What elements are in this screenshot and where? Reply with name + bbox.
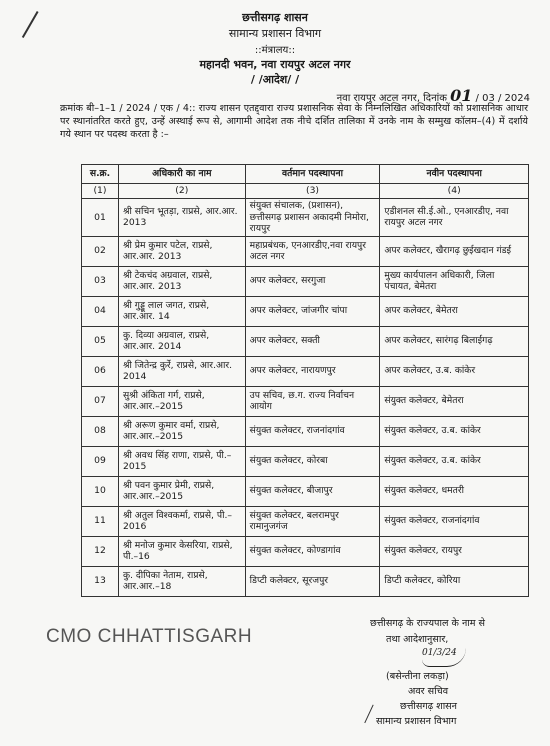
- cell-new-posting: अपर कलेक्टर, सारंगढ़ बिलाईगढ़: [380, 326, 529, 356]
- cell-sno: 12: [82, 536, 119, 566]
- watermark: CMO CHHATTISGARH: [46, 626, 253, 647]
- order-title: / /आदेश/ /: [250, 73, 300, 86]
- signatory-department: सामान्य प्रशासन विभाग: [376, 716, 457, 727]
- signatory-government: छत्तीसगढ़ शासन: [400, 701, 457, 712]
- cell-current-posting: संयुक्त कलेक्टर, बलरामपुर रामानुजगंज: [245, 506, 380, 536]
- cell-sno: 09: [82, 446, 119, 476]
- cell-sno: 11: [82, 506, 119, 536]
- cell-new-posting: अपर कलेक्टर, बेमेतरा: [380, 296, 529, 326]
- table-row: [82, 566, 529, 596]
- cell-new-posting: डिप्टी कलेक्टर, कोरिया: [380, 566, 529, 596]
- cell-officer-name: श्री मनोज कुमार केसरिया, राप्रसे, पी.–16: [118, 536, 245, 566]
- cell-officer-name: श्री सचिन भूतड़ा, राप्रसे, आर.आर. 2013: [118, 199, 245, 237]
- ministry-heading: ::मंत्रालय::: [254, 45, 296, 56]
- header-current-posting: वर्तमान पदस्थापना: [245, 165, 380, 184]
- cell-officer-name: श्री अवध सिंह राणा, राप्रसे, पी.–2015: [118, 446, 245, 476]
- cell-current-posting: संयुक्त कलेक्टर, कोण्डागांव: [245, 536, 380, 566]
- cell-new-posting: संयुक्त कलेक्टर, धमतरी: [380, 476, 529, 506]
- cell-sno: 08: [82, 416, 119, 446]
- table-row: [82, 446, 529, 476]
- signatory-name: (बसेन्तीना लकड़ा): [386, 671, 449, 682]
- header-new-posting: नवीन पदस्थापना: [380, 165, 529, 184]
- cell-current-posting: संयुक्त कलेक्टर, बीजापुर: [245, 476, 380, 506]
- cell-new-posting: मुख्य कार्यपालन अधिकारी, जिला पंचायत, बेमेतरा: [380, 266, 529, 296]
- dateline-month-year: / 03 / 2024: [475, 93, 530, 104]
- transfer-table: [81, 164, 529, 597]
- table-row: [82, 386, 529, 416]
- cell-new-posting: संयुक्त कलेक्टर, राजनांदगांव: [380, 506, 529, 536]
- signature-line-1: छत्तीसगढ़ के राज्यपाल के नाम से: [370, 618, 486, 629]
- cell-officer-name: श्री प्रेम कुमार पटेल, राप्रसे, आर.आर. 2013: [118, 236, 245, 266]
- signatory-designation: अवर सचिव: [408, 686, 449, 697]
- cell-current-posting: अपर कलेक्टर, सक्ती: [245, 326, 380, 356]
- col-number-4: (4): [380, 184, 529, 199]
- table-row: [82, 199, 529, 237]
- cell-current-posting: अपर कलेक्टर, नारायणपुर: [245, 356, 380, 386]
- order-body-text: क्रमांक बी–1–1 / 2024 / एक / 4:: राज्य शासन एतद्द्वारा राज्य प्रशासनिक सेवा के निम्नलिखित अधिकारियों को प्रशासनिक आधार पर स्थानांतरित करते हुए, उन्हें अस्थाई रूप से, आगामी आदेश तक नीचे दर्शित तालिका में उनके नाम के सम्मुख कॉलम–(4) में दर्शाये गये स्थान पर पदस्थ करता है :–: [60, 103, 528, 140]
- cell-sno: 06: [82, 356, 119, 386]
- cell-officer-name: कु. दिव्या अग्रवाल, राप्रसे, आर.आर. 2014: [118, 326, 245, 356]
- cell-current-posting: महाप्रबंधक, एनआरडीए,नवा रायपुर अटल नगर: [245, 236, 380, 266]
- cell-new-posting: अपर कलेक्टर, खैरागढ़ छुईखदान गंडई: [380, 236, 529, 266]
- cell-officer-name: कु. दीपिका नेताम, राप्रसे, आर.आर.–18: [118, 566, 245, 596]
- signature-handwritten-date: 01/3/24: [422, 648, 466, 667]
- table-row: [82, 296, 529, 326]
- cell-current-posting: डिप्टी कलेक्टर, सूरजपुर: [245, 566, 380, 596]
- department-heading: सामान्य प्रशासन विभाग: [228, 27, 322, 40]
- cell-new-posting: अपर कलेक्टर, उ.ब. कांकेर: [380, 356, 529, 386]
- col-number-3: (3): [245, 184, 380, 199]
- table-row: [82, 356, 529, 386]
- cell-sno: 04: [82, 296, 119, 326]
- table-row: [82, 536, 529, 566]
- cell-officer-name: श्री पवन कुमार प्रेमी, राप्रसे, आर.आर.–2015: [118, 476, 245, 506]
- cell-new-posting: संयुक्त कलेक्टर, उ.ब. कांकेर: [380, 446, 529, 476]
- cell-sno: 01: [82, 199, 119, 237]
- cell-sno: 02: [82, 236, 119, 266]
- cell-officer-name: श्री अतुल विश्वकर्मा, राप्रसे, पी.–2016: [118, 506, 245, 536]
- cell-new-posting: एडीशनल सी.ई.ओ., एनआरडीए, नवा रायपुर अटल नगर: [380, 199, 529, 237]
- col-number-2: (2): [118, 184, 245, 199]
- cell-officer-name: श्री जितेन्द्र कुर्रे, राप्रसे, आर.आर. 2014: [118, 356, 245, 386]
- col-number-1: (1): [82, 184, 119, 199]
- cell-sno: 07: [82, 386, 119, 416]
- table-row: [82, 476, 529, 506]
- cell-current-posting: संयुक्त कलेक्टर, राजनांदगांव: [245, 416, 380, 446]
- address-heading: महानदी भवन, नवा रायपुर अटल नगर: [199, 58, 351, 71]
- cell-sno: 13: [82, 566, 119, 596]
- signature-line-2: तथा आदेशानुसार,: [386, 634, 449, 645]
- cell-current-posting: संयुक्त संचालक, (प्रशासन), छत्तीसगढ़ प्रशासन अकादमी निमोरा, रायपुर: [245, 199, 380, 237]
- cell-current-posting: अपर कलेक्टर, जांजगीर चांपा: [245, 296, 380, 326]
- cell-current-posting: उप सचिव, छ.ग. राज्य निर्वाचन आयोग: [245, 386, 380, 416]
- cell-sno: 03: [82, 266, 119, 296]
- table-row: [82, 236, 529, 266]
- cell-officer-name: श्री टेकचंद अग्रवाल, राप्रसे, आर.आर. 2013: [118, 266, 245, 296]
- header-sno: स.क्र.: [82, 165, 119, 184]
- cell-sno: 10: [82, 476, 119, 506]
- handwritten-day: 01: [450, 86, 473, 105]
- cell-current-posting: अपर कलेक्टर, सरगुजा: [245, 266, 380, 296]
- table-row: [82, 326, 529, 356]
- column-number-row: [82, 184, 529, 199]
- cell-sno: 05: [82, 326, 119, 356]
- cell-new-posting: संयुक्त कलेक्टर, उ.ब. कांकेर: [380, 416, 529, 446]
- header-officer-name: अधिकारी का नाम: [118, 165, 245, 184]
- cell-new-posting: संयुक्त कलेक्टर, बेमेतरा: [380, 386, 529, 416]
- table-row: [82, 506, 529, 536]
- cell-new-posting: संयुक्त कलेक्टर, रायपुर: [380, 536, 529, 566]
- dateline-place: नवा रायपुर अटल नगर, दिनांक: [336, 93, 447, 104]
- table-row: [82, 416, 529, 446]
- cell-officer-name: सुश्री अंकिता गर्ग, राप्रसे, आर.आर.–2015: [118, 386, 245, 416]
- table-header-row: [82, 165, 529, 184]
- table-row: [82, 266, 529, 296]
- cell-officer-name: श्री गुड्डू लाल जगत, राप्रसे, आर.आर. 14: [118, 296, 245, 326]
- cell-officer-name: श्री अरूण कुमार वर्मा, राप्रसे, आर.आर.–2015: [118, 416, 245, 446]
- state-government-heading: छत्तीसगढ़ शासन: [242, 11, 308, 24]
- cell-current-posting: संयुक्त कलेक्टर, कोरबा: [245, 446, 380, 476]
